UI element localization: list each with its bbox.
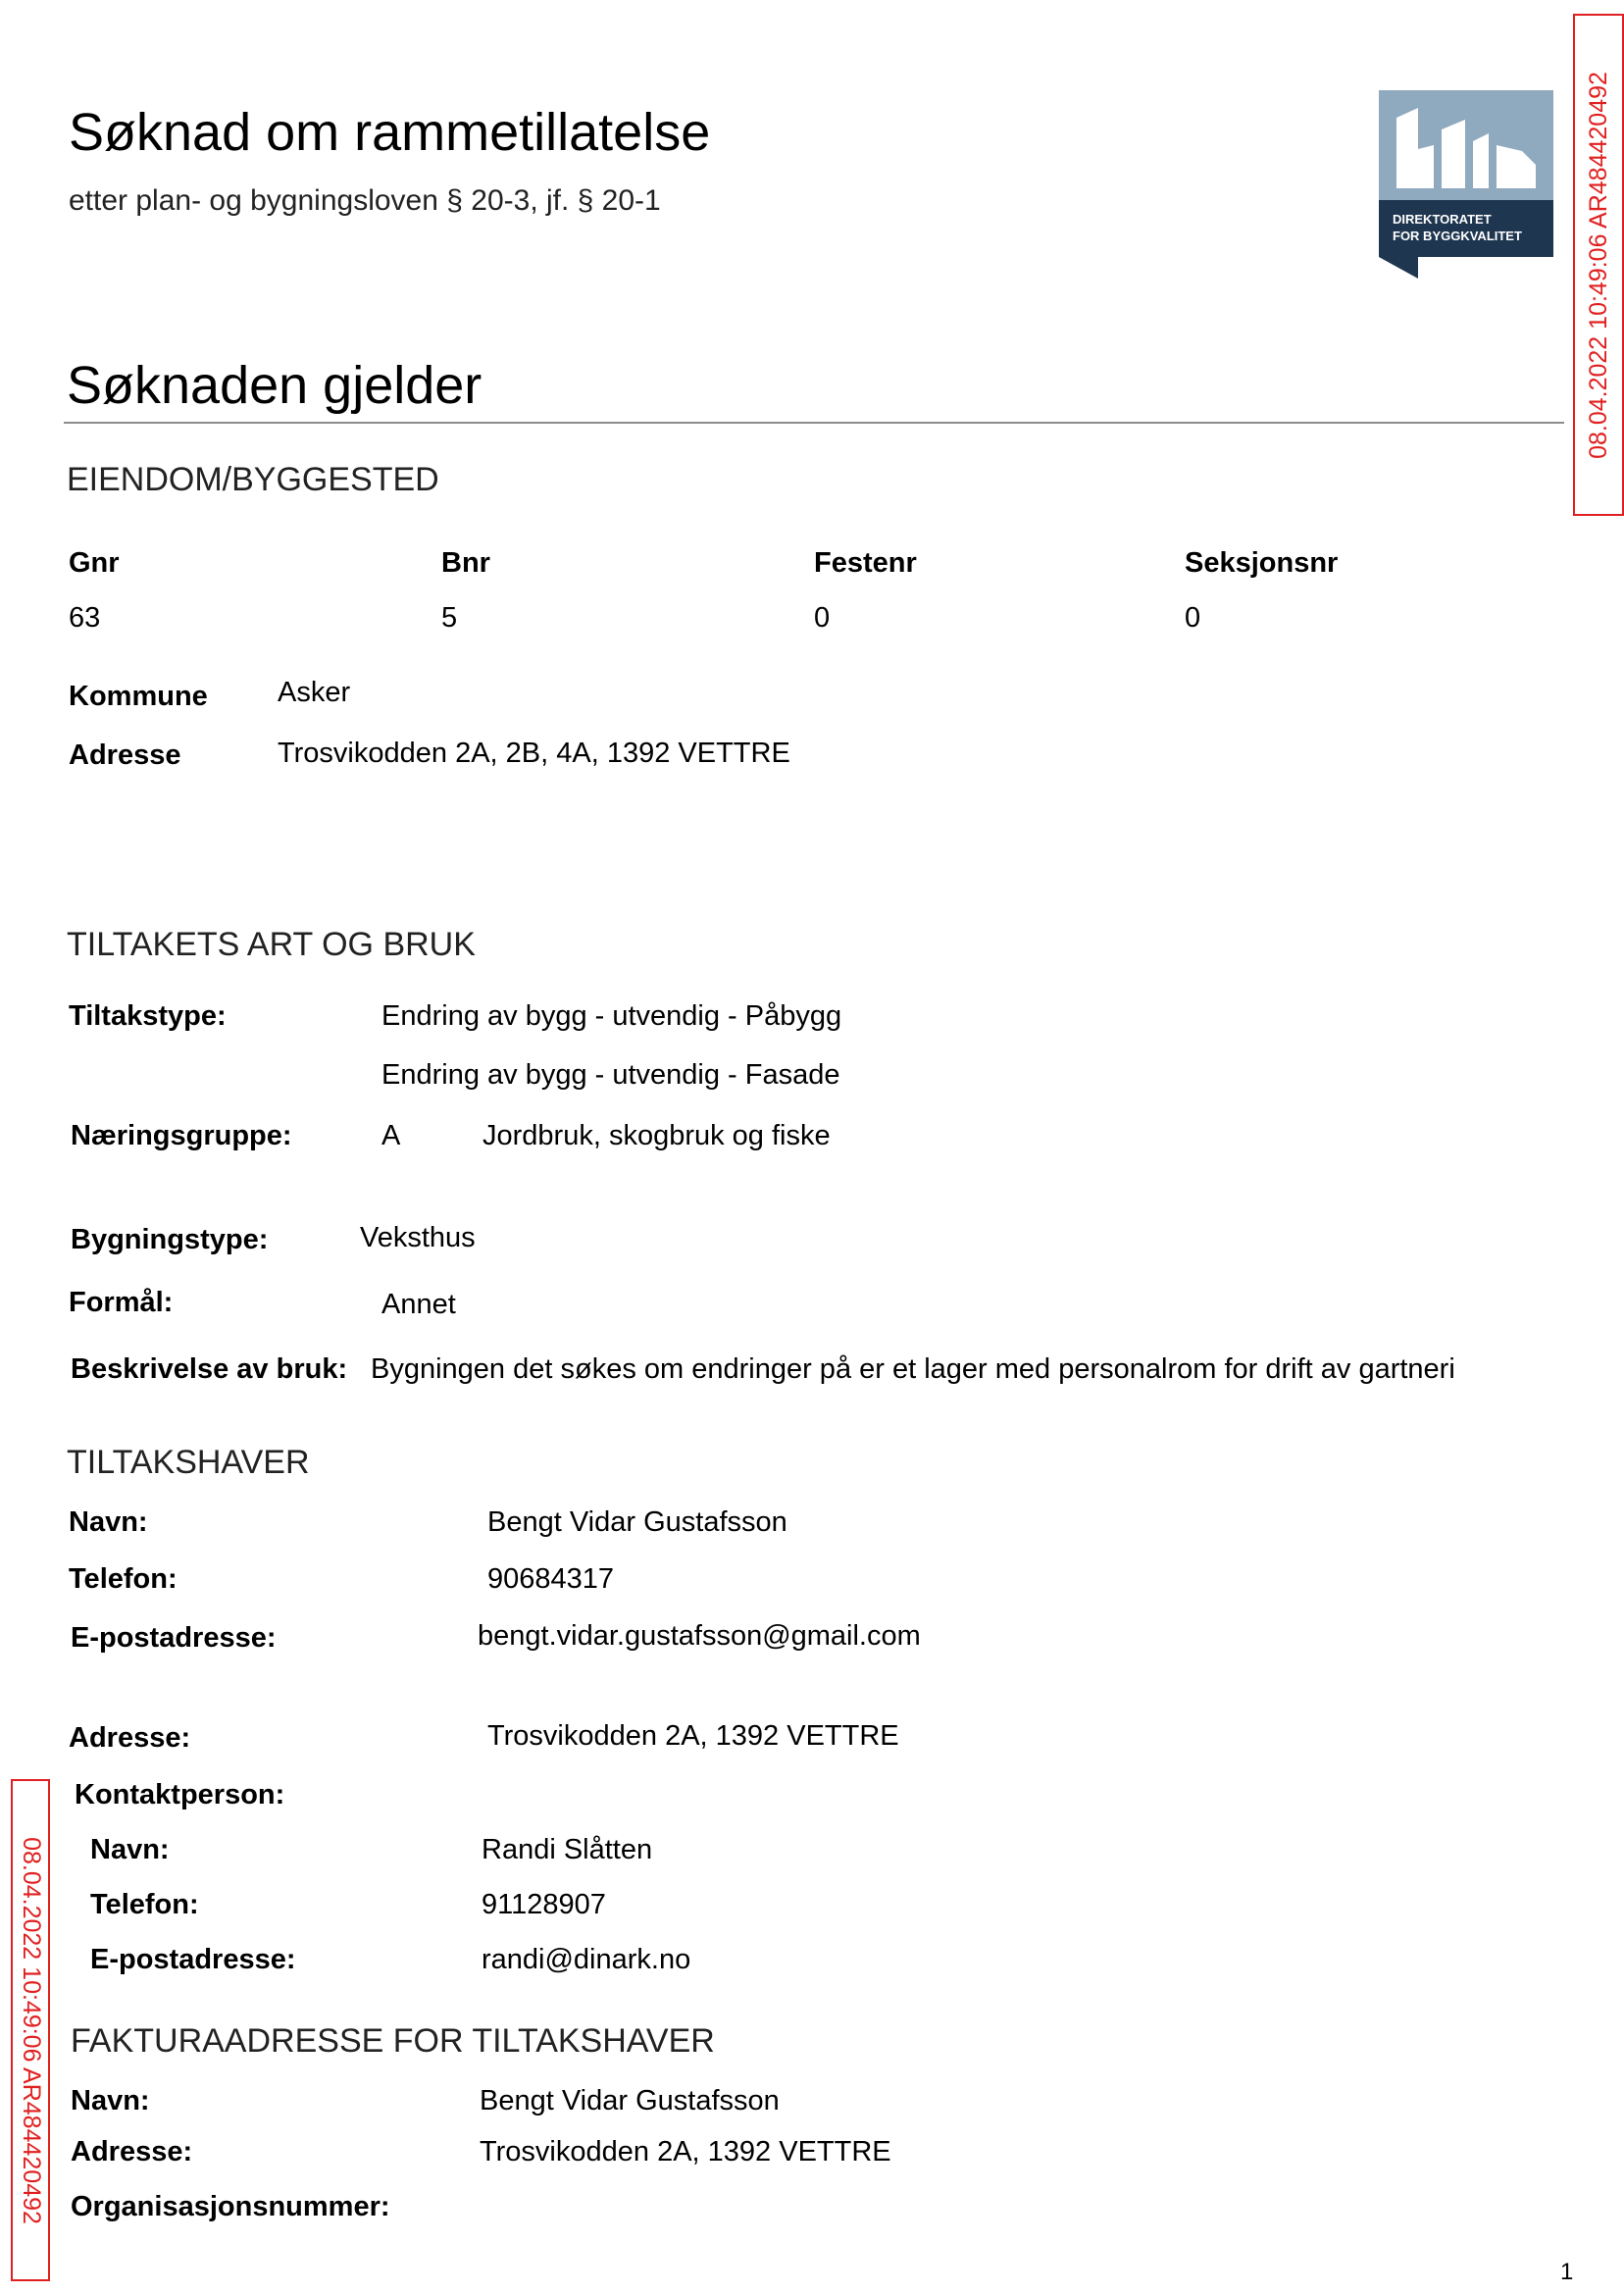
dibk-logo [1379,90,1553,279]
owner-address-label: Adresse: [69,1722,191,1754]
owner-phone-label: Telefon: [69,1563,178,1595]
beskrivelse-label: Beskrivelse av bruk: [71,1353,348,1385]
gnr-value: 63 [69,602,101,634]
formal-value: Annet [381,1289,456,1320]
contact-name-value: Randi Slåtten [482,1834,653,1865]
bnr-value: 5 [441,602,458,634]
contact-name-label: Navn: [90,1834,170,1865]
owner-email-value: bengt.vidar.gustafsson@gmail.com [478,1620,921,1652]
adresse-value: Trosvikodden 2A, 2B, 4A, 1392 VETTRE [278,738,790,769]
owner-address-value: Trosvikodden 2A, 1392 VETTRE [487,1720,899,1752]
owner-name-value: Bengt Vidar Gustafsson [487,1506,787,1538]
received-stamp-top [1573,14,1624,516]
tiltakstype-value-2: Endring av bygg - utvendig - Fasade [381,1059,840,1091]
org-number-label: Organisasjonsnummer: [71,2191,390,2222]
measure-heading: TILTAKETS ART OG BRUK [67,926,476,963]
naeringsgruppe-value: Jordbruk, skogbruk og fiske [482,1120,831,1151]
gnr-label: Gnr [69,547,120,579]
owner-email-label: E-postadresse: [71,1622,277,1654]
kommune-value: Asker [278,677,351,708]
beskrivelse-value: Bygningen det søkes om endringer på er et lager med personalrom for drift av gartneri [371,1353,1455,1385]
festenr-value: 0 [814,602,831,634]
naeringsgruppe-label: Næringsgruppe: [71,1120,292,1151]
stamp-text: 08.04.2022 10:49:06 AR484420492 [1584,71,1612,459]
page-subtitle: etter plan- og bygningsloven § 20-3, jf. § 20-1 [69,184,661,217]
bnr-label: Bnr [441,547,490,579]
contact-phone-label: Telefon: [90,1889,199,1920]
contact-email-label: E-postadresse: [90,1944,296,1975]
seksjonsnr-value: 0 [1185,602,1201,634]
dibk-logo-icon [1379,90,1553,279]
contact-email-value: randi@dinark.no [482,1944,691,1975]
owner-heading: TILTAKSHAVER [67,1444,310,1481]
festenr-label: Festenr [814,547,917,579]
bygningstype-label: Bygningstype: [71,1224,269,1255]
section-heading: Søknaden gjelder [67,356,482,415]
contact-person-label: Kontaktperson: [75,1779,285,1810]
page-number: 1 [1560,2259,1574,2285]
bygningstype-value: Veksthus [360,1222,476,1253]
stamp-text: 08.04.2022 10:49:06 AR484420492 [17,1836,45,2224]
billing-heading: FAKTURAADRESSE FOR TILTAKSHAVER [71,2022,715,2060]
billing-address-label: Adresse: [71,2136,193,2167]
logo-text-line2: FOR BYGGKVALITET [1393,229,1522,243]
tiltakstype-label: Tiltakstype: [69,1000,227,1032]
owner-phone-value: 90684317 [487,1563,615,1595]
contact-phone-value: 91128907 [482,1889,606,1920]
page-title: Søknad om rammetillatelse [69,103,711,162]
billing-name-value: Bengt Vidar Gustafsson [480,2085,780,2116]
billing-name-label: Navn: [71,2085,150,2116]
billing-address-value: Trosvikodden 2A, 1392 VETTRE [480,2136,891,2167]
section-divider [64,422,1564,424]
naeringsgruppe-code: A [381,1120,401,1151]
owner-name-label: Navn: [69,1506,148,1538]
seksjonsnr-label: Seksjonsnr [1185,547,1339,579]
property-heading: EIENDOM/BYGGESTED [67,461,439,498]
logo-text-line1: DIREKTORATET [1393,212,1492,227]
formal-label: Formål: [69,1287,174,1318]
tiltakstype-value-1: Endring av bygg - utvendig - Påbygg [381,1000,842,1032]
received-stamp-bottom [11,1779,50,2281]
kommune-label: Kommune [69,681,208,712]
adresse-label: Adresse [69,739,181,771]
